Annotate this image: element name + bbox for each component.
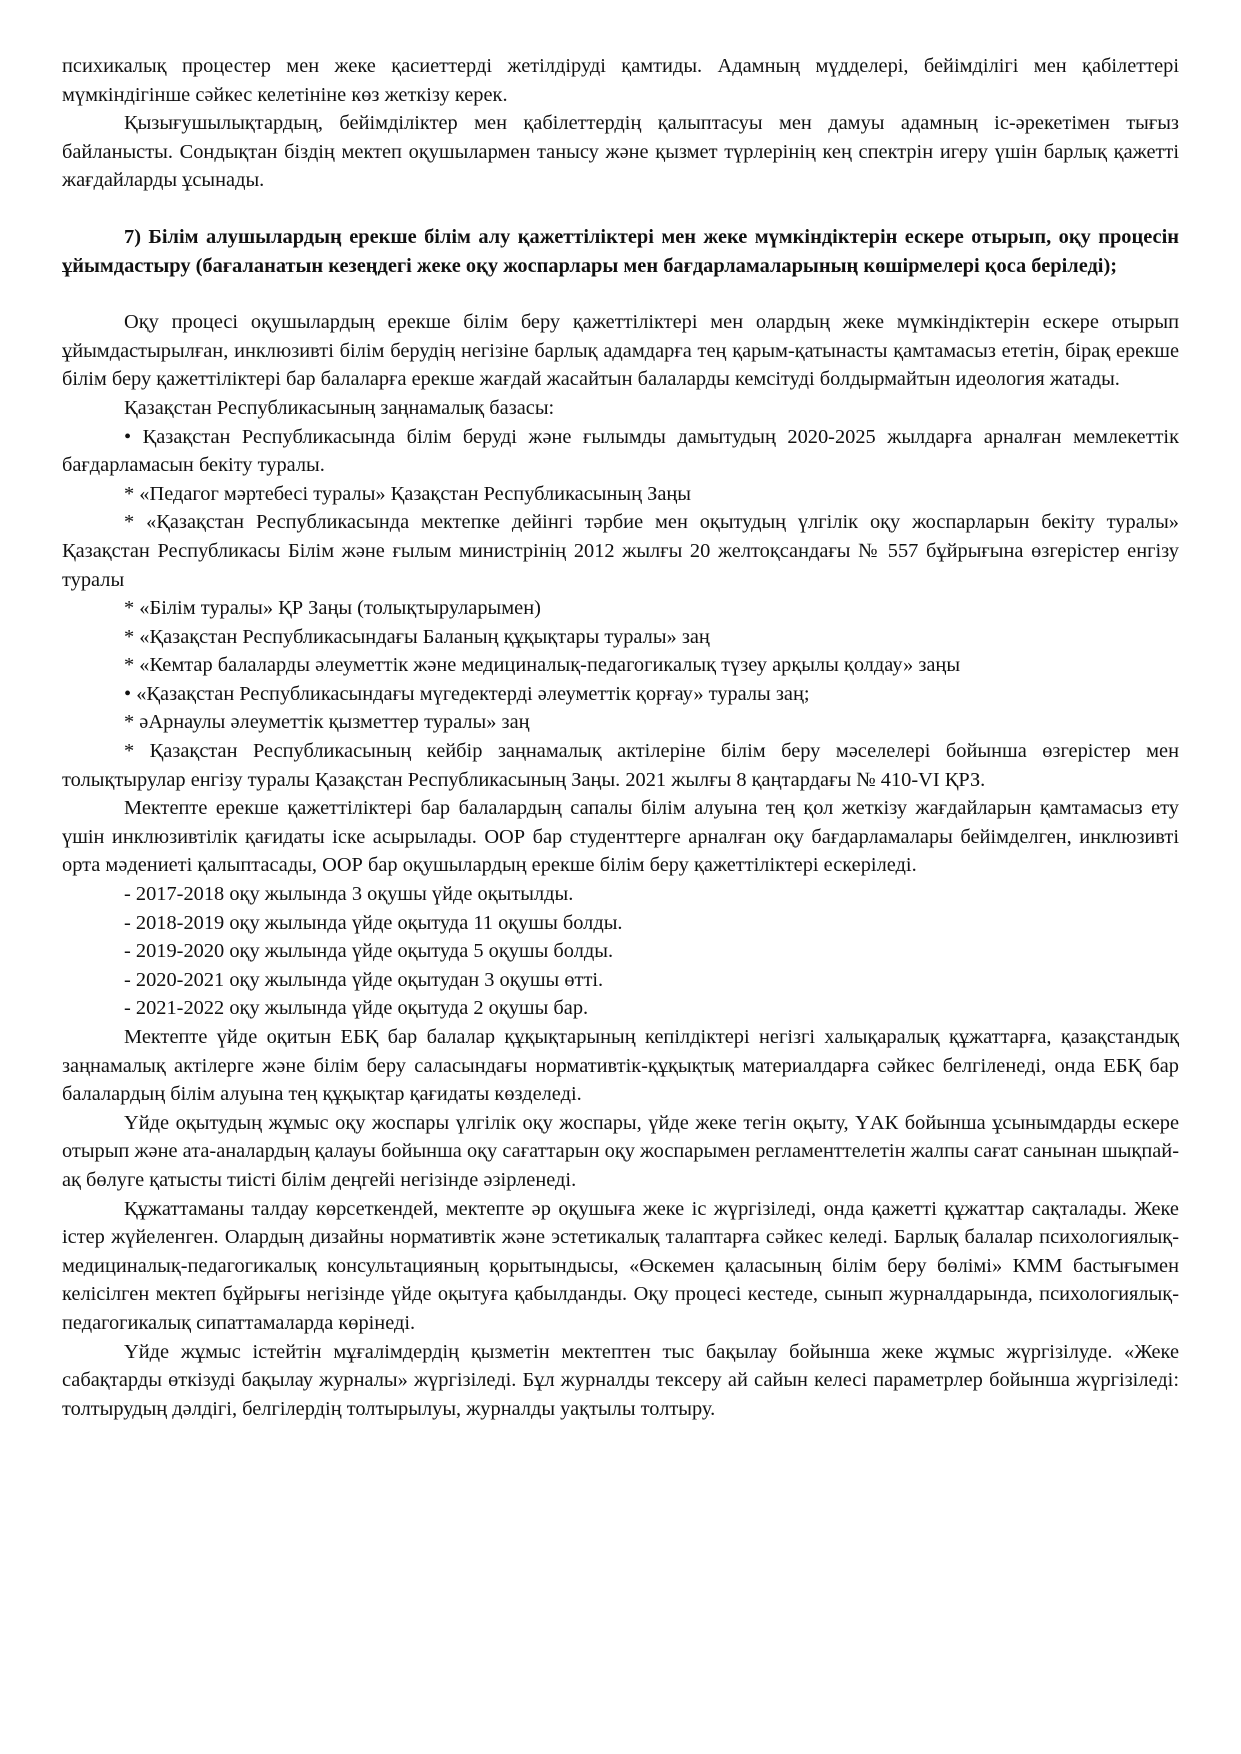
legal-item: * «Педагог мәртебесі туралы» Қазақстан Республикасының Заңы xyxy=(124,482,691,505)
paragraph-process: Оқу процесі оқушылардың ерекше білім беру қажеттіліктері мен олардың жеке мүмкіндіктерін ескере отырып ұйымдастырылған, инклюзивті білім берудің негізіне барлық адамдарға тең қарым-қатынасты қамтамасыз ететін, бірақ ерекше білім беру қажеттіліктері бар балаларға ерекше жағдай жасайтын балаларды кемсітуді болдырмайтын идеология жатады. xyxy=(62,311,1179,391)
year-list-item: - 2017-2018 оқу жылында 3 оқушы үйде оқытылды. xyxy=(124,883,574,906)
legal-item: * Қазақстан Республикасының кейбір заңнамалық актілеріне білім беру мәселелері бойынша өзгерістер мен толықтырулар енгізу туралы Қазақстан Республикасының Заңы. 2021 жылғы 8 қаңтардағы № 410-VI ҚРЗ. xyxy=(62,740,1179,791)
legal-item: * «Қазақстан Республикасында мектепке дейінгі тәрбие мен оқытудың үлгілік оқу жоспарларын бекіту туралы» Қазақстан Республикасы Білім және ғылым министрінің 2012 жылғы 20 желтоқсандағы № 557 бұйрығына өзгерістер енгізу туралы xyxy=(62,511,1179,591)
legal-item: * әАрнаулы әлеуметтік қызметтер туралы» заң xyxy=(124,711,530,734)
year-list-item: - 2021-2022 оқу жылында үйде оқытуда 2 оқушы бар. xyxy=(124,997,589,1020)
paragraph-monitoring: Үйде жұмыс істейтін мұғалімдердің қызметін мектептен тыс бақылау бойынша жеке жұмыс жүргізілуде. «Жеке сабақтарды өткізуді бақылау журналы» жүргізіледі. Бұл журналды тексеру ай сайын келесі параметрлер бойынша жүргізіледі: толтырудың дәлдігі, белгілердің толтырылуы, журналды уақтылы толтыру. xyxy=(62,1340,1179,1420)
year-list-item: - 2018-2019 оқу жылында үйде оқытуда 11 оқушы болды. xyxy=(124,911,623,934)
section-heading-7: 7) Білім алушылардың ерекше білім алу қажеттіліктері мен жеке мүмкіндіктерін ескере отырып, оқу процесін ұйымдастыру (бағаланатын кезеңдегі жеке оқу жоспарлары мен бағдарламаларының көшірмелері қоса беріледі); xyxy=(62,225,1179,277)
year-list-item: - 2019-2020 оқу жылында үйде оқытуда 5 оқушы болды. xyxy=(124,940,614,963)
paragraph-inclusion: Мектепте ерекше қажеттіліктері бар балалардың сапалы білім алуына тең қол жеткізу жағдайларын қамтамасыз ету үшін инклюзивтілік қағидаты іске асырылады. ООР бар студенттерге арналған оқу бағдарламалары бейімделген, инклюзивті орта мәдениеті қалыптасады, ООР бар оқушылардың ерекше білім беру қажеттіліктері ескеріледі. xyxy=(62,797,1179,877)
legal-base-title: Қазақстан Республикасының заңнамалық базасы: xyxy=(124,396,555,419)
legal-item: * «Кемтар балаларды әлеуметтік және медициналық-педагогикалық түзеу арқылы қолдау» заңы xyxy=(124,654,961,677)
paragraph-curriculum: Үйде оқытудың жұмыс оқу жоспары үлгілік оқу жоспары, үйде жеке тегін оқыту, ҮАК бойынша ұсынымдарды ескере отырып және ата-аналардың қалауы бойынша оқу сағаттарын оқу жоспарымен регламенттелетін жалпы сағат санынан шықпай-ақ бөлуге қатысты тиісті білім деңгейі негізінде әзірленеді. xyxy=(62,1111,1179,1191)
legal-item: * «Қазақстан Республикасындағы Баланың құқықтары туралы» заң xyxy=(124,625,710,648)
legal-item: • Қазақстан Республикасында білім беруді және ғылымды дамытудың 2020-2025 жылдарға арналған мемлекеттік бағдарламасын бекіту туралы. xyxy=(62,425,1179,477)
paragraph-continuation: психикалық процестер мен жеке қасиеттерді жетілдіруді қамтиды. Адамның мүдделері, бейімділігі мен қабілеттері мүмкіндігінше сәйкес келетініне көз жеткізу керек. xyxy=(62,55,1179,106)
legal-item: • «Қазақстан Республикасындағы мүгедектерді әлеуметтік қорғау» туралы заң; xyxy=(124,682,810,705)
year-list-item: - 2020-2021 оқу жылында үйде оқытудан 3 оқушы өтті. xyxy=(124,968,604,991)
paragraph-rights: Мектепте үйде оқитын ЕБҚ бар балалар құқықтарының кепілдіктері негізгі халықаралық құжаттарға, қазақстандық заңнамалық актілерге және білім беру саласындағы нормативтік-құқықтық материалдарға сәйкес белгіленеді, онда ЕБҚ бар балалардың білім алуына тең құқықтар қағидаты көзделеді. xyxy=(62,1026,1179,1106)
legal-item: * «Білім туралы» ҚР Заңы (толықтыруларымен) xyxy=(124,597,541,620)
paragraph-documentation: Құжаттаманы талдау көрсеткендей, мектепте әр оқушыға жеке іс жүргізіледі, онда қажетті құжаттар сақталады. Жеке істер жүйеленген. Олардың дизайны нормативтік және эстетикалық талаптарға сәйкес келеді. Барлық балалар психологиялық-медициналық-педагогикалық консультацияның қорытындысы, «Өскемен қаласының білім беру бөлімі» КММ бастығымен келісілген мектеп бұйрығы негізінде үйде оқытуға қабылданды. Оқу процесі кестеде, сынып журналдарында, психологиялық-педагогикалық сипаттамаларда көрінеді. xyxy=(62,1197,1179,1334)
paragraph-interests: Қызығушылықтардың, бейімділіктер мен қабілеттердің қалыптасуы мен дамуы адамның іс-әрекетімен тығыз байланысты. Сондықтан біздің мектеп оқушылармен танысу және қызмет түрлерінің кең спектрін игеру үшін барлық қажетті жағдайларды ұсынады. xyxy=(62,112,1179,192)
